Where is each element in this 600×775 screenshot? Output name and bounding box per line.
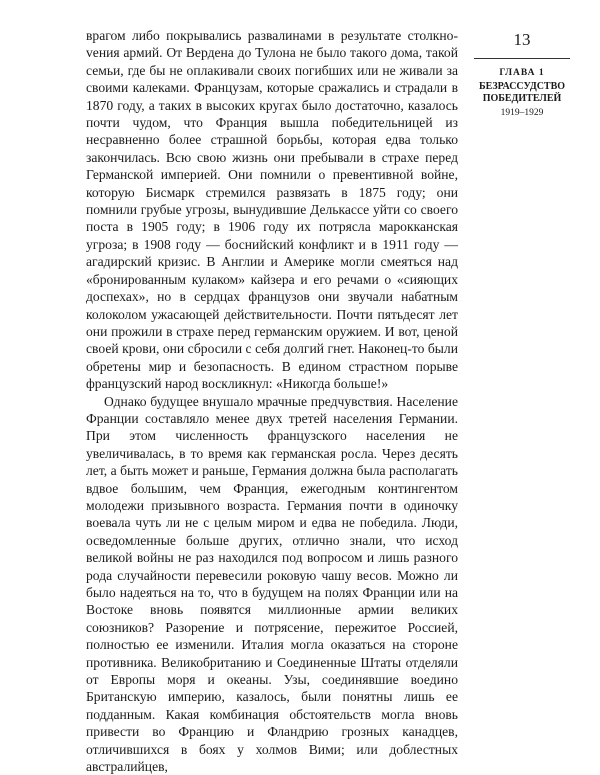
chapter-title-line: БЕЗРАССУДСТВО <box>478 81 566 92</box>
body-text <box>86 27 458 775</box>
chapter-label: ГЛАВА 1 <box>499 68 545 78</box>
page-number: 13 <box>513 30 531 49</box>
divider <box>474 58 570 59</box>
paragraph: Однако будущее внушало мрачные предчувствия. Население Франции составляло менее двух третей населения Германии. При этом численность французского населения не увеличивалась, в то время как германская росла. Через десять лет, а быть может и раньше, Германия должна была располагать вдвое большим, чем Франция, ежегодным контингентом молодежи призывного возраста. Германия почти в одиночку воевала чуть ли не с целым миром и едва не победила. Люди, осведомленные больше других, отлично знали, что исход великой войны не раз находился под вопросом и лишь разного рода случайности перевесили роковую чашу весов. Можно ли было надеяться на то, что в будущем на полях Франции или на Востоке вновь появятся миллионные армии великих союзников? Разорение и потрясение, пережитое Россией, полностью ее изменили. Италия могла оказаться на стороне противника. Великобританию и Соединенные Штаты отделяли от Европы моря и океаны. Узы, соединявшие воедино Британскую империю, казалось, были понятны лишь ее подданным. Какая комбинация обстоятельств могла вновь привести во Францию и Фландрию грозных канадцев, отличившихся в боях у холмов Вими; или доблестных австралийцев, <box>86 393 458 775</box>
chapter-title <box>472 81 572 105</box>
paragraph: врагом либо покрывались развалинами в результате столкноvения армий. От Вердена до Тулона не было такого дома, такой семьи, где бы не оплакивали своих погибших или не живали за своими калеками. Французам, которые сражались и страдали в 1870 году, а таких в высоких кругах было достаточно, казалось почти чудом, что Франция вышла победительницей из несравненно более страшной борьбы, которая едва только закончилась. Всю свою жизнь они пребывали в страхе перед Германской империей. Они помнили о превентивной войне, которую Бисмарк стремился развязать в 1875 году; они помнили грубые угрозы, вынудившие Делькассе уйти со своего поста в 1905 году; в 1906 году их потрясла марокканская угроза; в 1908 году — боснийский конфликт и в 1911 году — агадирский кризис. В Англии и Америке могли смеяться над «бронированным кулаком» кайзера и его рeчами о «сияющих доспехах», но в сердцах французов они звучали набатным колоколом ужасающей действительности. Почти пятьдесят лет они прожили в страхе перед германским оружием. И вот, ценой своей крови, они сбросили с себя долгий гнет. Наконец-то были обретены мир и безопасность. В едином страстном порыве французский народ воскликнул: «Никогда больше!» <box>86 28 458 392</box>
running-head <box>472 30 572 120</box>
chapter-years: 1919–1929 <box>500 108 544 118</box>
chapter-title-line: ПОБЕДИТЕЛЕЙ <box>482 93 562 104</box>
